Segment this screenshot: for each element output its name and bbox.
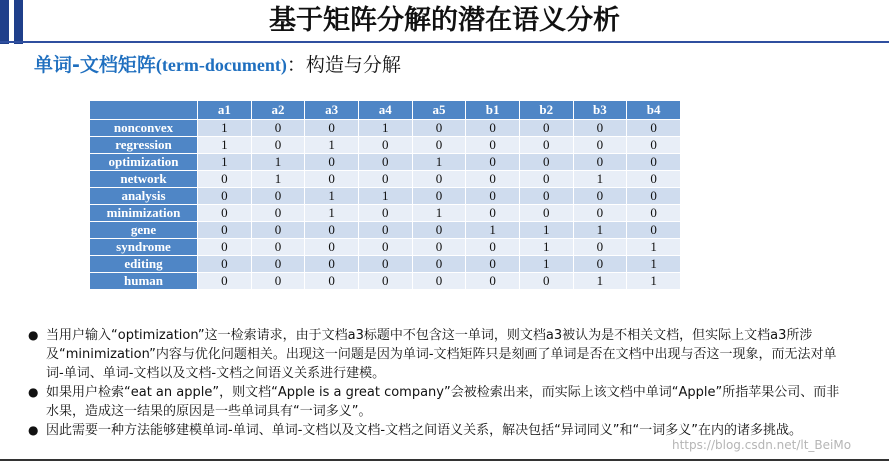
cell-value: 0 (519, 171, 573, 188)
cell-value: 0 (198, 171, 252, 188)
subtitle-matrix-name: 单词-文档矩阵 (34, 54, 156, 76)
cell-value: 0 (412, 120, 466, 137)
corner-cell (90, 101, 198, 120)
cell-value: 0 (466, 154, 520, 171)
cell-value: 1 (466, 222, 520, 239)
cell-value: 0 (251, 205, 305, 222)
cell-value: 0 (627, 205, 681, 222)
table-row (90, 256, 681, 273)
table-row (90, 205, 681, 222)
watermark-url: https://blog.csdn.net/lt_BeiMo (672, 438, 852, 452)
cell-value: 1 (627, 256, 681, 273)
subtitle-english: (term-document) (155, 55, 287, 75)
table-row (90, 222, 681, 239)
cell-value: 0 (251, 137, 305, 154)
table-row (90, 154, 681, 171)
cell-value: 1 (573, 222, 627, 239)
cell-value: 0 (251, 120, 305, 137)
bullet-list (26, 326, 846, 440)
cell-value: 0 (412, 222, 466, 239)
cell-value: 0 (627, 222, 681, 239)
cell-value: 0 (627, 188, 681, 205)
bullet-text: 因此需要一种方法能够建模单词-单词、单词-文档以及文档-文档之间语义关系，解决包括“异词同义”和“一词多义”在内的诸多挑战。 (46, 423, 803, 438)
cell-value: 0 (305, 256, 359, 273)
cell-value: 1 (198, 137, 252, 154)
cell-value: 1 (251, 154, 305, 171)
column-header: b4 (627, 101, 681, 120)
bullet-dot-icon: ● (28, 385, 39, 399)
cell-value: 0 (358, 256, 412, 273)
cell-value: 1 (198, 154, 252, 171)
cell-value: 0 (251, 273, 305, 290)
cell-value: 0 (466, 239, 520, 256)
cell-value: 0 (305, 120, 359, 137)
bullet-item (26, 383, 846, 421)
cell-value: 1 (627, 239, 681, 256)
cell-value: 0 (198, 239, 252, 256)
subtitle-suffix: ：构造与分解 (286, 54, 401, 76)
table-row (90, 120, 681, 137)
cell-value: 0 (198, 188, 252, 205)
cell-value: 0 (358, 154, 412, 171)
column-header: a5 (412, 101, 466, 120)
cell-value: 0 (573, 188, 627, 205)
table-row (90, 171, 681, 188)
cell-value: 1 (573, 171, 627, 188)
term-label: optimization (90, 154, 198, 171)
cell-value: 0 (466, 205, 520, 222)
cell-value: 0 (466, 256, 520, 273)
term-label: editing (90, 256, 198, 273)
column-header: a2 (251, 101, 305, 120)
cell-value: 0 (198, 273, 252, 290)
term-label: analysis (90, 188, 198, 205)
cell-value: 0 (251, 222, 305, 239)
table-row (90, 188, 681, 205)
slide-title: 基于矩阵分解的潜在语义分析 (269, 5, 620, 36)
table-row (90, 137, 681, 154)
cell-value: 0 (466, 137, 520, 154)
cell-value: 0 (573, 256, 627, 273)
term-document-table (89, 100, 681, 290)
column-header: a1 (198, 101, 252, 120)
table-row (90, 273, 681, 290)
cell-value: 1 (305, 137, 359, 154)
cell-value: 0 (519, 188, 573, 205)
cell-value: 0 (466, 171, 520, 188)
cell-value: 0 (412, 239, 466, 256)
cell-value: 0 (519, 120, 573, 137)
cell-value: 1 (573, 273, 627, 290)
bullet-text: 当用户输入“optimization”这一检索请求，由于文档a3标题中不包含这一单词，则文档a3被认为是不相关文档，但实际上文档a3所涉及“minimization”内容与优化问题相关。出现这一问题是因为单词-文档矩阵只是刻画了单词是否在文档中出现与否这一现象，而无法对单词-单词、单词-文档以及文档-文档之间语义关系进行建模。 (46, 328, 837, 381)
bullet-item (26, 326, 846, 383)
cell-value: 0 (412, 137, 466, 154)
cell-value: 0 (627, 154, 681, 171)
cell-value: 0 (466, 120, 520, 137)
term-label: minimization (90, 205, 198, 222)
cell-value: 0 (358, 205, 412, 222)
term-label: regression (90, 137, 198, 154)
cell-value: 1 (358, 120, 412, 137)
cell-value: 0 (412, 273, 466, 290)
term-label: gene (90, 222, 198, 239)
cell-value: 0 (519, 154, 573, 171)
cell-value: 0 (412, 171, 466, 188)
table-row (90, 239, 681, 256)
cell-value: 1 (198, 120, 252, 137)
cell-value: 0 (412, 188, 466, 205)
cell-value: 1 (627, 273, 681, 290)
cell-value: 0 (251, 256, 305, 273)
cell-value: 0 (305, 239, 359, 256)
column-header: b1 (466, 101, 520, 120)
header-rule (0, 41, 889, 43)
cell-value: 0 (251, 188, 305, 205)
column-header: a4 (358, 101, 412, 120)
cell-value: 0 (573, 239, 627, 256)
column-header: b3 (573, 101, 627, 120)
bullet-text: 如果用户检索“eat an apple”，则文档“Apple is a great company”会被检索出来，而实际上该文档中单词“Apple”所指苹果公司、而非水果，造成这一结果的原因是一些单词具有“一词多义”。 (46, 385, 840, 419)
term-label: network (90, 171, 198, 188)
slide-subtitle (34, 52, 401, 78)
cell-value: 0 (358, 137, 412, 154)
cell-value: 0 (305, 273, 359, 290)
table-header-row (90, 101, 681, 120)
cell-value: 0 (466, 188, 520, 205)
cell-value: 1 (305, 188, 359, 205)
cell-value: 0 (198, 205, 252, 222)
column-header: b2 (519, 101, 573, 120)
cell-value: 0 (573, 205, 627, 222)
term-label: human (90, 273, 198, 290)
cell-value: 0 (573, 154, 627, 171)
cell-value: 0 (519, 205, 573, 222)
cell-value: 0 (627, 120, 681, 137)
cell-value: 0 (198, 256, 252, 273)
bullet-dot-icon: ● (28, 423, 39, 437)
cell-value: 1 (305, 205, 359, 222)
cell-value: 0 (412, 256, 466, 273)
cell-value: 0 (305, 171, 359, 188)
cell-value: 1 (519, 256, 573, 273)
cell-value: 0 (573, 137, 627, 154)
cell-value: 0 (519, 137, 573, 154)
cell-value: 0 (627, 171, 681, 188)
cell-value: 0 (358, 222, 412, 239)
cell-value: 1 (412, 154, 466, 171)
bullet-dot-icon: ● (28, 328, 39, 342)
cell-value: 0 (305, 222, 359, 239)
footer-rule (0, 459, 889, 461)
cell-value: 0 (305, 154, 359, 171)
cell-value: 0 (627, 137, 681, 154)
term-label: nonconvex (90, 120, 198, 137)
cell-value: 1 (519, 222, 573, 239)
column-header: a3 (305, 101, 359, 120)
cell-value: 0 (573, 120, 627, 137)
cell-value: 1 (358, 188, 412, 205)
cell-value: 0 (466, 273, 520, 290)
cell-value: 0 (358, 171, 412, 188)
cell-value: 1 (251, 171, 305, 188)
cell-value: 0 (198, 222, 252, 239)
cell-value: 0 (358, 239, 412, 256)
term-label: syndrome (90, 239, 198, 256)
cell-value: 0 (251, 239, 305, 256)
cell-value: 1 (519, 239, 573, 256)
cell-value: 0 (519, 273, 573, 290)
cell-value: 1 (412, 205, 466, 222)
cell-value: 0 (358, 273, 412, 290)
